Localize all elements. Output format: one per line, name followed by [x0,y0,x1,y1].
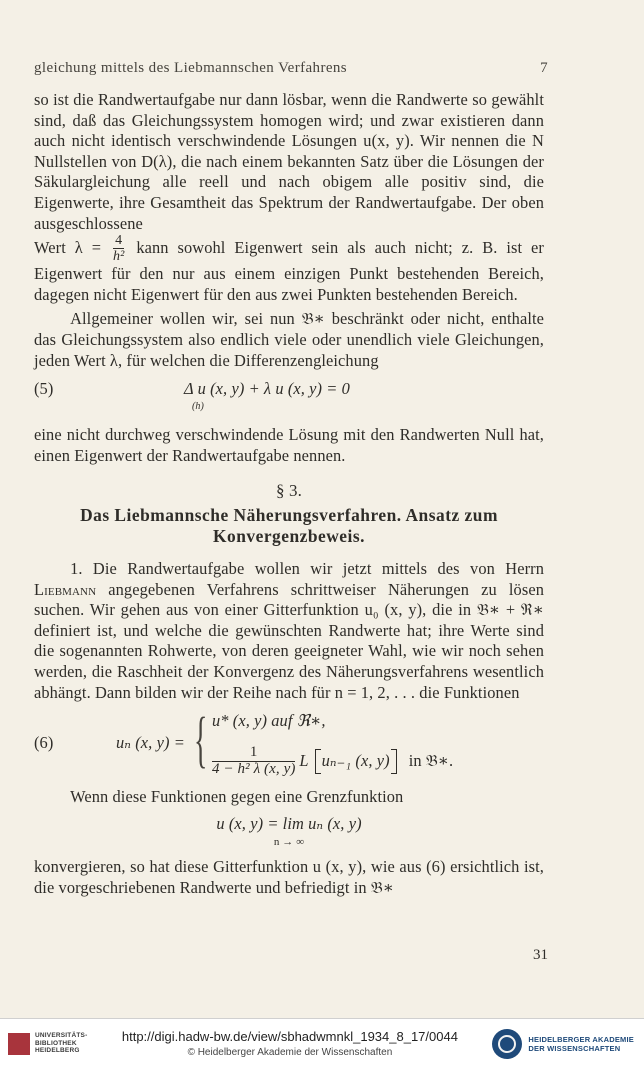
paragraph-1-continued [34,234,544,305]
paragraph-2: Allgemeiner wollen wir, sei nun 𝔅∗ beschränkt oder nicht, enthalte das Gleichungssystem also endlich viele oder unendlich viele Gleichungen, jeden Wert λ, für welchen die Differenzengleichung [34,309,544,370]
equation-6-fraction [212,745,295,778]
library-logo-text [35,1032,87,1055]
equation-6-case-2-domain: in 𝔅∗. [408,751,454,771]
equation-5-body [184,379,350,417]
permalink-url[interactable]: http://digi.hadw-bw.de/view/sbhadwmnkl_1934_8_17/0044 [121,1029,458,1044]
equation-5-number: (5) [34,379,54,399]
academy-emblem-icon [492,1029,522,1059]
equation-6-fraction-denominator: 4 − h² λ (x, y) [212,761,296,777]
limit-expression: u (x, y) = lim uₙ (x, y) [216,813,362,833]
equation-6-number: (6) [34,733,54,753]
running-head [34,60,548,77]
equation-6-case-1: u* (x, y) auf ℜ∗, [212,711,326,731]
copyright-notice: © Heidelberger Akademie der Wissenschaften [187,1047,393,1058]
paragraph-5: Wenn diese Funktionen gegen eine Grenzfunktion [70,787,404,807]
equation-6 [34,706,544,779]
section-title: Das Liebmannsche Näherungsverfahren. Ansatz zum Konvergenzbeweis. [80,505,498,547]
paragraph-4-rest: angegebenen Verfahrens schrittweiser Näherungen zu lösen suchen. Wir gehen aus von einer Gitterfunktion u₀ (x, y), die in 𝔅∗ + ℜ∗ definiert ist, und welche die gewünschten Randwerte hat; ihre Werte sind die sogenannten Rohwerte, von deren geeigneter Wahl, wie wir noch sehen werden, die Raschheit der Konvergenz des Näherungsverfahrens wesentlich abhängt. Dann bilden wir der Reihe nach für n = 1, 2, . . . die Funktionen [34,579,544,702]
page-number: 31 [533,947,548,963]
equation-5-expression: Δ u (x, y) + λ u (x, y) = 0 [184,379,350,399]
library-logo-line-2: BIBLIOTHEK [35,1039,77,1047]
section-number: § 3. [276,480,302,500]
academy-logo-line-1: HEIDELBERGER AKADEMIE [528,1034,634,1044]
fraction-numerator: 4 [113,234,124,249]
equation-5 [34,379,544,417]
running-title: gleichung mittels des Liebmannschen Verfahrens [34,60,348,76]
academy-logo-line-2: DER WISSENSCHAFTEN [528,1043,621,1053]
paragraph-6: konvergieren, so hat diese Gitterfunktion u (x, y), wie aus (6) ersichtlich ist, die vorgeschriebenen Randwerte und befriedigt in 𝔅∗ [34,857,544,897]
paragraph-4-start: 1. Die Randwertaufgabe wollen wir jetzt mittels des von Herrn [70,559,544,579]
equation-5-subscript: (h) [192,400,204,412]
wert-prefix: Wert λ = [34,237,102,257]
body-text [34,90,544,898]
viewer-footer [0,1018,644,1068]
equation-6-case-2 [212,745,453,778]
paragraph-4 [34,559,544,703]
library-emblem-icon [8,1033,30,1055]
equation-6-fraction-numerator: 1 [212,745,295,762]
academy-logo-text [528,1035,634,1053]
paragraph-1: so ist die Randwertaufgabe nur dann lösbar, wenn die Randwerte so gewählt sind, daß das Gleichungssystem homogen wird; und zwar existieren dann auch nicht identisch verschwindende Lösungen u(x, y). Wir nennen die N Nullstellen von D(λ), die nach einem bekannten Satz über die Lösungen der Säkulargleichung alle reell und nach obigem alle positiv sind, die Eigenwerte, ihre Gesamtheit das Spektrum der Randwertaufgabe. Der oben ausgeschlossene [34,90,544,233]
library-logo-line-3: HEIDELBERG [35,1047,80,1055]
footer-center [122,1029,458,1058]
wert-suffix: kann sowohl Eigenwert sein als auch nicht; z. B. ist er Eigenwert für den nur aus einem einzigen Punkt bestehenden Bereich, dagegen nicht Eigenwert für den aus zwei Punkten bestehenden Bereich. [34,237,544,304]
library-logo-line-1: UNIVERSITÄTS- [35,1032,88,1040]
university-library-logo[interactable] [0,1032,87,1055]
operator-l: L [299,751,309,771]
left-brace: { [194,706,208,775]
author-name-liebmann: Liebmann [34,579,97,599]
fraction-4-over-h2 [113,234,124,264]
paragraph-3: eine nicht durchweg verschwindende Lösung mit den Randwerten Null hat, einen Eigenwert der Randwertaufgabe nennen. [34,425,544,465]
equation-6-bracket: uₙ₋₁ (x, y) [315,749,397,774]
fraction-denominator: h² [112,249,125,265]
academy-logo[interactable] [492,1029,644,1059]
limit-equation [34,814,544,853]
header-page-number: 7 [540,60,548,76]
equation-6-lhs: uₙ (x, y) = [116,733,185,753]
limit-subscript: n → ∞ [273,836,305,849]
